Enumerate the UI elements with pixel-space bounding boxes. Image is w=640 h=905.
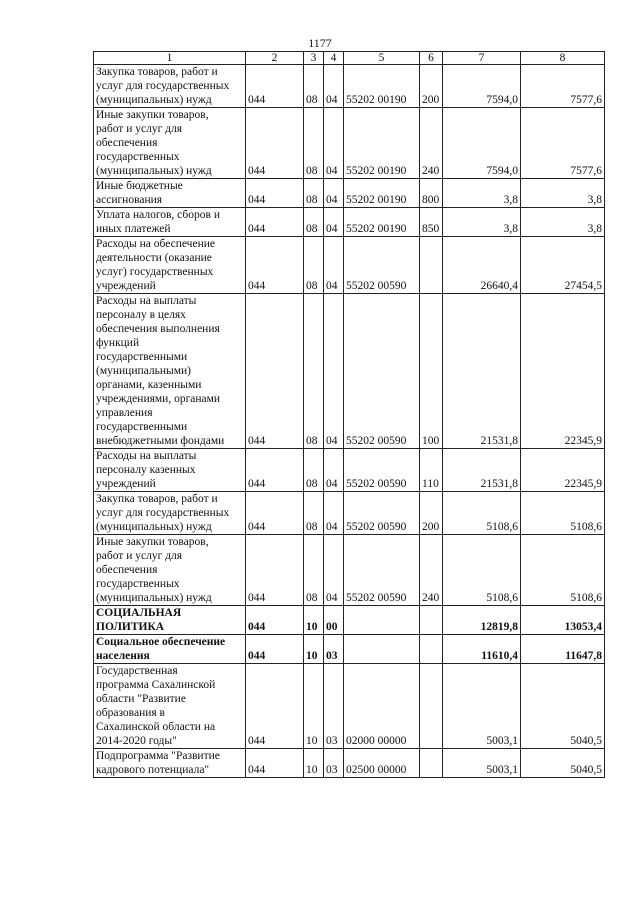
ved-cell: 044 [246, 606, 304, 635]
ved-cell: 044 [246, 535, 304, 606]
target-article-cell: 02500 00000 [344, 749, 420, 778]
item-name-line: 2014-2020 годы" [96, 735, 177, 747]
item-name-line: учреждений [96, 280, 156, 292]
item-name-line: образования в [96, 707, 165, 719]
amount-cell: 22345,9 [521, 449, 605, 492]
target-article-cell: 55202 00590 [344, 535, 420, 606]
item-name-cell [94, 179, 246, 208]
expense-type-cell [420, 664, 443, 749]
item-name-cell [94, 208, 246, 237]
amount-cell: 5108,6 [443, 492, 521, 535]
section-cell: 08 [304, 492, 324, 535]
item-name-cell [94, 237, 246, 294]
subsection-cell: 03 [324, 664, 344, 749]
subsection-cell: 04 [324, 492, 344, 535]
target-article-cell: 55202 00590 [344, 294, 420, 449]
amount-cell: 22345,9 [521, 294, 605, 449]
section-cell: 08 [304, 65, 324, 108]
target-article-cell: 55202 00590 [344, 492, 420, 535]
item-name-line: работ и услуг для [96, 123, 183, 135]
item-name-cell [94, 492, 246, 535]
expense-type-cell: 110 [420, 449, 443, 492]
section-cell: 10 [304, 606, 324, 635]
section-cell: 08 [304, 535, 324, 606]
section-cell: 08 [304, 179, 324, 208]
amount-cell: 3,8 [521, 179, 605, 208]
section-cell: 10 [304, 635, 324, 664]
expense-type-cell: 200 [420, 65, 443, 108]
item-name-line: Сахалинской области на [96, 721, 216, 733]
item-name-line: услуг для государственных [96, 507, 230, 519]
header-cell: 2 [246, 52, 304, 65]
expense-type-cell [420, 635, 443, 664]
amount-cell: 5108,6 [521, 535, 605, 606]
item-name-cell [94, 65, 246, 108]
ved-cell: 044 [246, 635, 304, 664]
item-name-line: управления [96, 407, 153, 419]
target-article-cell: 55202 00190 [344, 208, 420, 237]
header-cell: 3 [304, 52, 324, 65]
target-article-cell [344, 635, 420, 664]
item-name-line: Расходы на выплаты [96, 295, 197, 307]
expense-type-cell: 850 [420, 208, 443, 237]
amount-cell: 3,8 [521, 208, 605, 237]
amount-cell: 3,8 [443, 179, 521, 208]
item-name-line: СОЦИАЛЬНАЯ [96, 607, 182, 619]
ved-cell: 044 [246, 294, 304, 449]
header-cell: 6 [420, 52, 443, 65]
header-cell: 4 [324, 52, 344, 65]
amount-cell: 3,8 [443, 208, 521, 237]
table-row [94, 294, 605, 449]
target-article-cell: 02000 00000 [344, 664, 420, 749]
table-row [94, 606, 605, 635]
subsection-cell: 03 [324, 635, 344, 664]
item-name-line: функций [96, 337, 140, 349]
amount-cell: 12819,8 [443, 606, 521, 635]
item-name-line: персоналу казенных [96, 464, 196, 476]
item-name-line: персоналу в целях [96, 309, 186, 321]
amount-cell: 5040,5 [521, 664, 605, 749]
subsection-cell: 04 [324, 449, 344, 492]
target-article-cell: 55202 00590 [344, 237, 420, 294]
item-name-cell [94, 749, 246, 778]
section-cell: 10 [304, 749, 324, 778]
item-name-line: иных платежей [96, 223, 171, 235]
item-name-line: услуг) государственных [96, 266, 214, 278]
item-name-line: обеспечения [96, 137, 158, 149]
target-article-cell: 55202 00190 [344, 108, 420, 179]
item-name-line: ПОЛИТИКА [96, 621, 165, 633]
subsection-cell: 04 [324, 294, 344, 449]
expense-type-cell: 200 [420, 492, 443, 535]
item-name-line: услуг для государственных [96, 80, 230, 92]
item-name-line: кадрового потенциала" [96, 764, 210, 776]
item-name-line: государственных [96, 151, 180, 163]
amount-cell: 7577,6 [521, 108, 605, 179]
amount-cell: 21531,8 [443, 294, 521, 449]
section-cell: 08 [304, 294, 324, 449]
target-article-cell [344, 606, 420, 635]
table-row [94, 65, 605, 108]
header-row [94, 52, 605, 65]
section-cell: 08 [304, 237, 324, 294]
amount-cell: 21531,8 [443, 449, 521, 492]
item-name-line: (муниципальных) нужд [96, 521, 212, 533]
table-row [94, 664, 605, 749]
header-cell: 8 [521, 52, 605, 65]
subsection-cell: 03 [324, 749, 344, 778]
item-name-line: органами, казенными [96, 379, 202, 391]
item-name-line: Иные закупки товаров, [96, 536, 209, 548]
header-cell: 5 [344, 52, 420, 65]
subsection-cell: 00 [324, 606, 344, 635]
ved-cell: 044 [246, 65, 304, 108]
table-row [94, 635, 605, 664]
item-name-line: области "Развитие [96, 693, 186, 705]
item-name-cell [94, 664, 246, 749]
header-cell: 1 [94, 52, 246, 65]
item-name-line: обеспечения [96, 564, 158, 576]
item-name-line: государственных [96, 578, 180, 590]
amount-cell: 5108,6 [521, 492, 605, 535]
item-name-line: ассигнования [96, 194, 163, 206]
expense-type-cell [420, 606, 443, 635]
expense-type-cell: 100 [420, 294, 443, 449]
table-row [94, 208, 605, 237]
amount-cell: 5003,1 [443, 664, 521, 749]
ved-cell: 044 [246, 208, 304, 237]
expense-type-cell [420, 237, 443, 294]
ved-cell: 044 [246, 237, 304, 294]
item-name-line: Иные бюджетные [96, 180, 183, 192]
item-name-cell [94, 535, 246, 606]
item-name-line: учреждений [96, 478, 156, 490]
table-row [94, 492, 605, 535]
subsection-cell: 04 [324, 237, 344, 294]
amount-cell: 13053,4 [521, 606, 605, 635]
table-row [94, 179, 605, 208]
expense-type-cell [420, 749, 443, 778]
subsection-cell: 04 [324, 179, 344, 208]
item-name-line: Расходы на обеспечение [96, 238, 215, 250]
table-row [94, 749, 605, 778]
item-name-line: населения [96, 650, 150, 662]
ved-cell: 044 [246, 449, 304, 492]
subsection-cell: 04 [324, 208, 344, 237]
section-cell: 08 [304, 449, 324, 492]
section-cell: 08 [304, 108, 324, 179]
section-cell: 10 [304, 664, 324, 749]
amount-cell: 5003,1 [443, 749, 521, 778]
section-cell: 08 [304, 208, 324, 237]
ved-cell: 044 [246, 108, 304, 179]
target-article-cell: 55202 00590 [344, 449, 420, 492]
item-name-cell [94, 635, 246, 664]
target-article-cell: 55202 00190 [344, 65, 420, 108]
item-name-line: деятельности (оказание [96, 252, 212, 264]
item-name-line: учреждениями, органами [96, 393, 221, 405]
budget-table [93, 51, 605, 778]
amount-cell: 11610,4 [443, 635, 521, 664]
expense-type-cell: 800 [420, 179, 443, 208]
page-number: 1177 [308, 36, 332, 50]
table-row [94, 535, 605, 606]
item-name-line: государственными [96, 421, 188, 433]
table-row [94, 108, 605, 179]
item-name-line: (муниципальных) нужд [96, 94, 212, 106]
amount-cell: 26640,4 [443, 237, 521, 294]
item-name-cell [94, 294, 246, 449]
target-article-cell: 55202 00190 [344, 179, 420, 208]
amount-cell: 5040,5 [521, 749, 605, 778]
expense-type-cell: 240 [420, 535, 443, 606]
amount-cell: 11647,8 [521, 635, 605, 664]
item-name-cell [94, 449, 246, 492]
item-name-line: Закупка товаров, работ и [96, 66, 218, 78]
item-name-cell [94, 606, 246, 635]
item-name-line: Расходы на выплаты [96, 450, 197, 462]
header-cell: 7 [443, 52, 521, 65]
table-row [94, 237, 605, 294]
item-name-line: обеспечения выполнения [96, 323, 220, 335]
item-name-line: Уплата налогов, сборов и [96, 209, 220, 221]
item-name-line: программа Сахалинской [96, 679, 216, 691]
item-name-line: государственными [96, 351, 188, 363]
subsection-cell: 04 [324, 65, 344, 108]
item-name-line: работ и услуг для [96, 550, 183, 562]
item-name-line: (муниципальными) [96, 365, 191, 377]
item-name-line: Закупка товаров, работ и [96, 493, 218, 505]
subsection-cell: 04 [324, 108, 344, 179]
item-name-line: Государственная [96, 665, 178, 677]
amount-cell: 7594,0 [443, 108, 521, 179]
item-name-line: (муниципальных) нужд [96, 165, 212, 177]
ved-cell: 044 [246, 749, 304, 778]
item-name-line: Социальное обеспечение [96, 636, 226, 648]
amount-cell: 7577,6 [521, 65, 605, 108]
item-name-line: (муниципальных) нужд [96, 592, 212, 604]
amount-cell: 7594,0 [443, 65, 521, 108]
amount-cell: 27454,5 [521, 237, 605, 294]
item-name-line: внебюджетными фондами [96, 435, 225, 447]
table-row [94, 449, 605, 492]
expense-type-cell: 240 [420, 108, 443, 179]
item-name-line: Иные закупки товаров, [96, 109, 209, 121]
ved-cell: 044 [246, 492, 304, 535]
ved-cell: 044 [246, 664, 304, 749]
amount-cell: 5108,6 [443, 535, 521, 606]
ved-cell: 044 [246, 179, 304, 208]
item-name-line: Подпрограмма "Развитие [96, 750, 220, 762]
subsection-cell: 04 [324, 535, 344, 606]
item-name-cell [94, 108, 246, 179]
